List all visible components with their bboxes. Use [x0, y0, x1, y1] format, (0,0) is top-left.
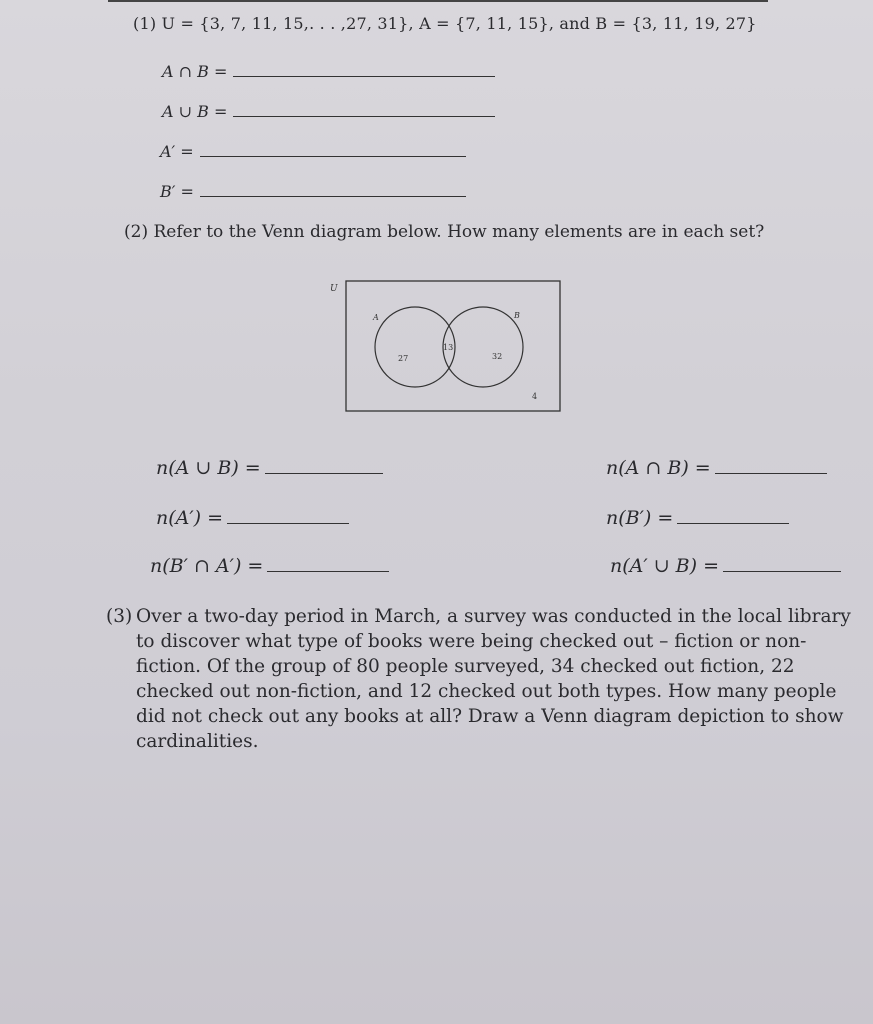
n-bcomp-and-acomp-line	[150, 555, 389, 577]
n-a-complement-label: n(A′) =	[156, 507, 224, 529]
q1-b-complement-answer-blank[interactable]	[200, 182, 466, 197]
q1-intersection-label: A ∩ B =	[162, 62, 228, 81]
n-acomp-or-b-line	[610, 555, 841, 577]
q1-b-complement-label: B′ =	[160, 182, 194, 201]
q1-union-answer-blank[interactable]	[233, 102, 495, 117]
q1-a-complement-answer-blank[interactable]	[200, 142, 466, 157]
n-bcomp-and-acomp-answer-blank[interactable]	[267, 555, 389, 572]
q1-b-complement-line	[160, 182, 466, 201]
n-intersection-answer-blank[interactable]	[715, 457, 827, 474]
n-a-complement-line	[156, 507, 349, 529]
venn-diagram	[318, 275, 568, 420]
question-3-number: (3)	[106, 606, 133, 627]
n-acomp-or-b-answer-blank[interactable]	[723, 555, 841, 572]
question-3	[106, 604, 851, 754]
question-3-text: Over a two-day period in March, a survey was conducted in the local library to discover what type of books were being checked out – fiction or non-fiction. Of the group of 80 people surveyed, 34 checked out fiction, 22 checked out non-fiction, and 12 checked out both types. How many people did not check out any books at all? Draw a Venn diagram depiction to show cardinalities.	[136, 606, 851, 752]
venn-set-a-label: A	[373, 313, 379, 322]
venn-intersection-count: 13	[443, 343, 454, 352]
n-acomp-or-b-label: n(A′ ∪ B) =	[610, 555, 720, 577]
q1-a-complement-line	[160, 142, 466, 161]
n-intersection-label: n(A ∩ B) =	[606, 457, 711, 479]
n-union-line	[156, 457, 383, 479]
q1-a-complement-label: A′ =	[160, 142, 194, 161]
n-bcomp-and-acomp-label: n(B′ ∩ A′) =	[150, 555, 264, 577]
q1-intersection-answer-blank[interactable]	[233, 62, 495, 77]
n-b-complement-label: n(B′) =	[606, 507, 674, 529]
venn-universe-label: U	[330, 284, 338, 294]
top-rule	[108, 0, 768, 2]
n-a-complement-answer-blank[interactable]	[227, 507, 349, 524]
venn-only-b-count: 32	[492, 352, 503, 361]
q1-union-line	[162, 102, 495, 121]
venn-only-a-count: 27	[398, 354, 409, 363]
n-intersection-line	[606, 457, 827, 479]
q1-intersection-line	[162, 62, 495, 81]
question-2-statement: (2) Refer to the Venn diagram below. How many elements are in each set?	[124, 222, 765, 242]
n-b-complement-answer-blank[interactable]	[677, 507, 789, 524]
n-b-complement-line	[606, 507, 789, 529]
n-union-answer-blank[interactable]	[265, 457, 383, 474]
q1-union-label: A ∪ B =	[162, 102, 228, 121]
n-union-label: n(A ∪ B) =	[156, 457, 261, 479]
venn-outside-count: 4	[532, 392, 538, 401]
question-1-statement: (1) U = {3, 7, 11, 15,. . . ,27, 31}, A = {7, 11, 15}, and B = {3, 11, 19, 27}	[133, 14, 757, 33]
venn-set-b-label: B	[514, 311, 520, 320]
